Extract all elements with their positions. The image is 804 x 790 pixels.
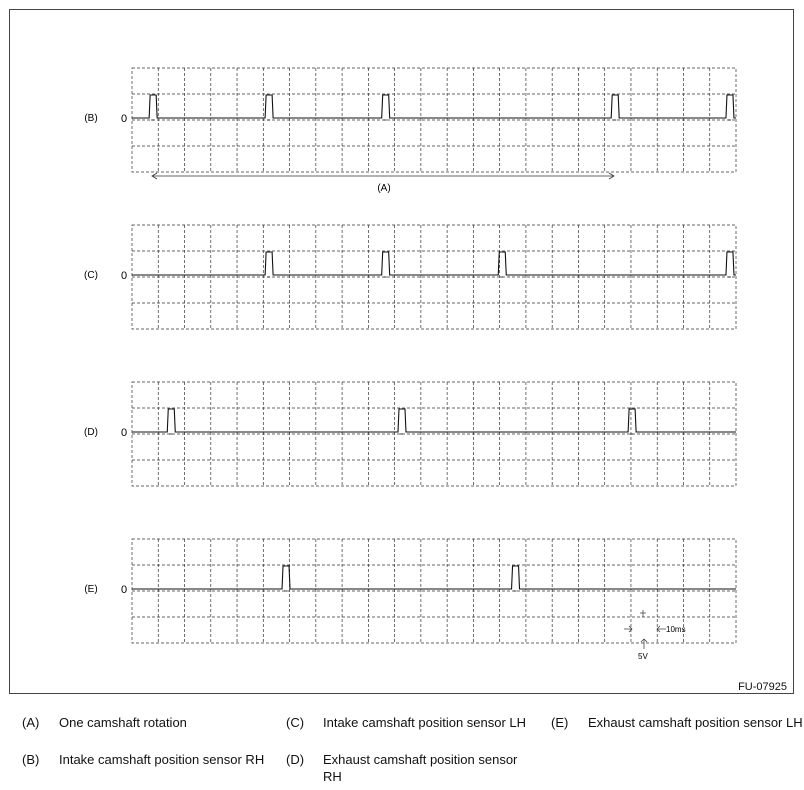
rotation-arrow [152,173,614,194]
signal-waveform [132,566,736,589]
figure-id: FU-07925 [738,681,787,693]
channel-label: (C) [84,270,98,281]
scope-panel-d [84,382,736,486]
signal-waveform [132,409,736,432]
rotation-label: (A) [377,183,391,194]
zero-level-label: 0 [120,113,128,125]
channel-label: (B) [84,113,98,124]
scale-indicator [624,610,666,649]
scope-grid [132,539,736,643]
scope-panel-c [84,225,736,329]
scope-panel-e [84,539,736,643]
zero-level-label: 0 [120,270,128,282]
time-scale-label: 10ms [666,625,686,634]
signal-waveform [132,95,736,118]
channel-label: (E) [84,584,98,595]
zero-level-label: 0 [120,584,128,596]
scope-panel-b [84,68,736,172]
signal-waveform [132,252,736,275]
voltage-scale-label: 5V [638,652,648,661]
zero-level-label: 0 [120,427,128,439]
channel-label: (D) [84,427,98,438]
scope-grid [132,382,736,486]
scope-grid [132,225,736,329]
scope-grid [132,68,736,172]
